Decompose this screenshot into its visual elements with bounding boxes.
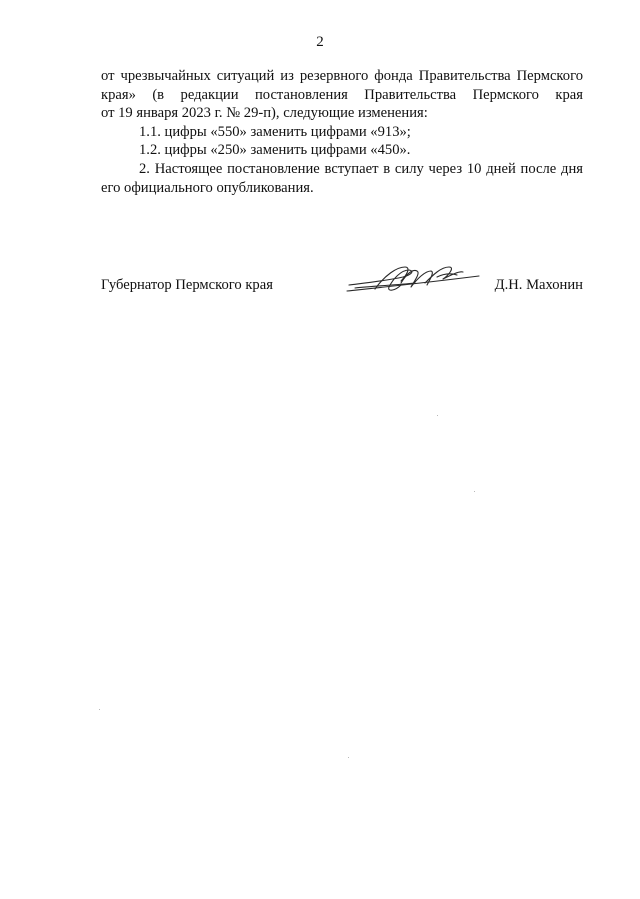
signer-name: Д.Н. Махонин xyxy=(494,277,583,293)
signer-title: Губернатор Пермского края xyxy=(101,277,273,293)
signature-icon xyxy=(345,261,481,301)
paragraph-2-line: 2. Настоящее постановление вступает в силу через 10 дней после дня xyxy=(139,160,583,177)
paragraph-line: от чрезвычайных ситуаций из резервного фонда Правительства Пермского xyxy=(101,68,583,84)
document-body xyxy=(101,67,583,197)
paragraph-line: от 19 января 2023 г. № 29-п), следующие изменения: xyxy=(101,105,428,122)
page-number: 2 xyxy=(316,34,324,50)
scan-artifact xyxy=(474,491,475,492)
signature-block xyxy=(101,271,583,311)
list-item-1-2: 1.2. цифры «250» заменить цифрами «450». xyxy=(139,142,411,159)
scan-artifact xyxy=(348,757,349,758)
list-item-1-1: 1.1. цифры «550» заменить цифрами «913»; xyxy=(139,123,411,140)
paragraph-line: края» (в редакции постановления Правительства Пермского края xyxy=(101,86,583,103)
paragraph-2-line: его официального опубликования. xyxy=(101,179,314,196)
scan-artifact xyxy=(99,709,100,710)
scan-artifact xyxy=(437,415,438,416)
